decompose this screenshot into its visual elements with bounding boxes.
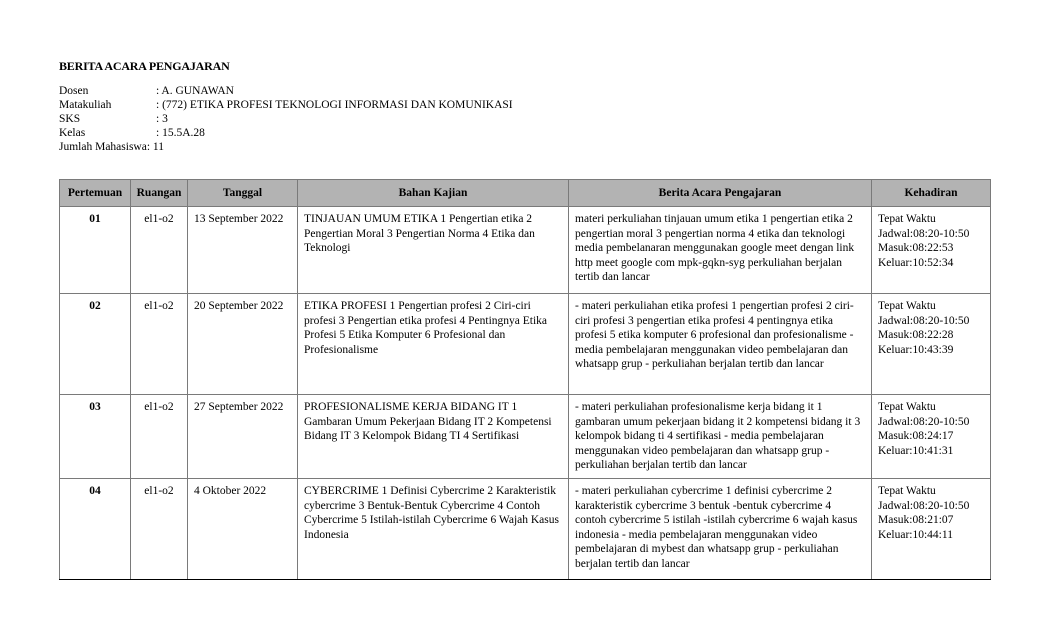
attendance-schedule: Jadwal:08:20-10:50 bbox=[878, 227, 970, 240]
info-label: Dosen bbox=[59, 85, 89, 97]
cell-tanggal: 13 September 2022 bbox=[188, 207, 298, 294]
info-label: Jumlah Mahasiswa bbox=[59, 141, 147, 153]
info-value: : 3 bbox=[156, 113, 168, 125]
cell-ruangan: el1-o2 bbox=[131, 207, 188, 294]
attendance-check-out: Keluar:10:41:31 bbox=[878, 444, 954, 457]
attendance-check-out: Keluar:10:52:34 bbox=[878, 256, 954, 269]
cell-bahan-kajian: PROFESIONALISME KERJA BIDANG IT 1 Gambaran Umum Pekerjaan Bidang IT 2 Kompetensi Bidang IT 3 Kelompok Bidang TI 4 Sertifikasi bbox=[298, 395, 569, 479]
info-label: SKS bbox=[59, 113, 81, 125]
attendance-check-out: Keluar:10:44:11 bbox=[878, 528, 953, 541]
cell-kehadiran bbox=[872, 207, 991, 294]
cell-berita-acara: - materi perkuliahan etika profesi 1 pengertian profesi 2 ciri-ciri profesi 3 pengertian etika profesi 4 pentingnya etika profesi 5 etika komputer 6 profesional dan profesionalisme - media pembelajaran menggunakan video pembelajaran dan whatsapp grup - perkuliahan berjalan tertib dan lancar bbox=[569, 294, 872, 395]
document-page bbox=[59, 58, 990, 570]
cell-ruangan: el1-o2 bbox=[131, 395, 188, 479]
table-row bbox=[60, 395, 991, 479]
column-header-kehadiran: Kehadiran bbox=[872, 180, 991, 207]
cell-berita-acara: materi perkuliahan tinjauan umum etika 1 pengertian etika 2 pengertian moral 3 pengertian norma 4 etika dan teknologi media pembelanaran menggunakan google meet dengan link http meet google com mpk-gqkn-syg perkuliahan berjalan tertib dan lancar bbox=[569, 207, 872, 294]
attendance-check-in: Masuk:08:22:53 bbox=[878, 242, 954, 255]
column-header-berita-acara: Berita Acara Pengajaran bbox=[569, 180, 872, 207]
attendance-check-in: Masuk:08:22:28 bbox=[878, 329, 954, 342]
cell-pertemuan: 01 bbox=[60, 207, 131, 294]
cell-bahan-kajian: ETIKA PROFESI 1 Pengertian profesi 2 Ciri-ciri profesi 3 Pengertian etika profesi 4 Pentingnya Etika Profesi 5 Etika Komputer 6 Profesional dan Profesionalisme bbox=[298, 294, 569, 395]
cell-tanggal: 27 September 2022 bbox=[188, 395, 298, 479]
cell-kehadiran bbox=[872, 395, 991, 479]
table-header-row bbox=[60, 180, 991, 207]
cell-ruangan: el1-o2 bbox=[131, 294, 188, 395]
cell-berita-acara: - materi perkuliahan cybercrime 1 definisi cybercrime 2 karakteristik cybercrime 3 bentuk -bentuk cybercrime 4 contoh cybercrime 5 istilah -istilah cybercrime 6 wajah kasus indonesia - media pembelajaran menggunakan video pembelajaran di mybest dan whatsapp grup - perkuliahan berjalan tertib dan lancar bbox=[569, 478, 872, 579]
cell-ruangan: el1-o2 bbox=[131, 478, 188, 579]
info-value: : A. GUNAWAN bbox=[156, 85, 234, 97]
cell-bahan-kajian: TINJAUAN UMUM ETIKA 1 Pengertian etika 2 Pengertian Moral 3 Pengertian Norma 4 Etika dan Teknologi bbox=[298, 207, 569, 294]
cell-pertemuan: 04 bbox=[60, 478, 131, 579]
attendance-status: Tepat Waktu bbox=[878, 401, 936, 413]
info-value: : (772) ETIKA PROFESI TEKNOLOGI INFORMASI DAN KOMUNIKASI bbox=[156, 99, 513, 111]
attendance-status: Tepat Waktu bbox=[878, 300, 936, 312]
attendance-check-in: Masuk:08:24:17 bbox=[878, 430, 954, 443]
cell-tanggal: 4 Oktober 2022 bbox=[188, 478, 298, 579]
column-header-pertemuan: Pertemuan bbox=[60, 180, 131, 207]
table-row bbox=[60, 478, 991, 579]
document-title: BERITA ACARA PENGAJARAN bbox=[59, 59, 230, 73]
cell-kehadiran bbox=[872, 294, 991, 395]
teaching-report-table bbox=[59, 179, 991, 580]
info-value: : 15.5A.28 bbox=[156, 127, 205, 139]
attendance-schedule: Jadwal:08:20-10:50 bbox=[878, 314, 970, 327]
info-row-kelas bbox=[59, 126, 990, 140]
cell-pertemuan: 03 bbox=[60, 395, 131, 479]
attendance-status: Tepat Waktu bbox=[878, 484, 936, 497]
info-row-matakuliah bbox=[59, 98, 990, 112]
column-header-bahan-kajian: Bahan Kajian bbox=[298, 180, 569, 207]
info-value: : 11 bbox=[146, 141, 164, 153]
course-info bbox=[59, 84, 990, 154]
cell-bahan-kajian: CYBERCRIME 1 Definisi Cybercrime 2 Karakteristik cybercrime 3 Bentuk-Bentuk Cybercrime 4 Contoh Cybercrime 5 Istilah-istilah Cybercrime 6 Wajah Kasus Indonesia bbox=[298, 478, 569, 579]
table-row bbox=[60, 294, 991, 395]
info-row-dosen bbox=[59, 84, 990, 98]
info-row-jumlah-mahasiswa bbox=[59, 140, 990, 154]
attendance-schedule: Jadwal:08:20-10:50 bbox=[878, 415, 970, 428]
table-row bbox=[60, 207, 991, 294]
info-row-sks bbox=[59, 112, 990, 126]
cell-pertemuan: 02 bbox=[60, 294, 131, 395]
attendance-check-in: Masuk:08:21:07 bbox=[878, 514, 954, 527]
attendance-status: Tepat Waktu bbox=[878, 213, 936, 225]
column-header-tanggal: Tanggal bbox=[188, 180, 298, 207]
info-label: Kelas bbox=[59, 127, 86, 139]
attendance-check-out: Keluar:10:43:39 bbox=[878, 343, 954, 356]
cell-berita-acara: - materi perkuliahan profesionalisme kerja bidang it 1 gambaran umum pekerjaan bidang it 2 kompetensi bidang it 3 kelompok bidang ti 4 sertifikasi - media pembelajaran menggunakan video pembelajaran dan whatsapp grup - perkuliahan berjalan tertib dan lancar bbox=[569, 395, 872, 479]
cell-tanggal: 20 September 2022 bbox=[188, 294, 298, 395]
column-header-ruangan: Ruangan bbox=[131, 180, 188, 207]
cell-kehadiran bbox=[872, 478, 991, 579]
attendance-schedule: Jadwal:08:20-10:50 bbox=[878, 499, 970, 512]
info-label: Matakuliah bbox=[59, 99, 112, 111]
